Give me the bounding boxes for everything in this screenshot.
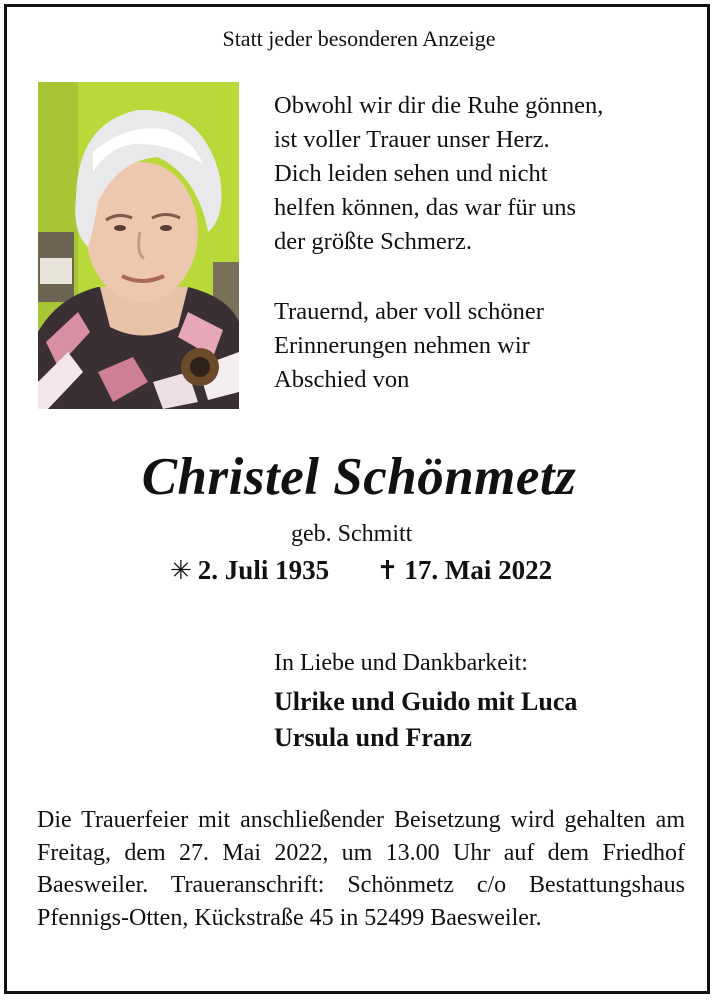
mourner-name: Ursula und Franz <box>274 723 472 752</box>
maiden-name: geb. Schmitt <box>291 521 413 547</box>
life-dates <box>170 555 552 586</box>
header-notice: Statt jeder besonderen Anzeige <box>222 26 496 51</box>
poem-line: ist voller Trauer unser Herz. <box>274 126 550 153</box>
deceased-name: Christel Schönmetz <box>141 448 577 506</box>
poem-line: der größte Schmerz. <box>274 228 472 255</box>
poem-line: Abschied von <box>274 366 410 393</box>
poem-line: Dich leiden sehen und nicht <box>274 160 548 187</box>
death-cross-icon: ✝ <box>376 556 399 585</box>
poem-line: helfen können, das war für uns <box>274 194 577 221</box>
mourner-name: Ulrike und Guido mit Luca <box>274 687 578 716</box>
stanza-spacer <box>274 259 694 295</box>
poem-line: Obwohl wir dir die Ruhe gönnen, <box>274 92 604 119</box>
mourners-names <box>274 684 577 756</box>
poem-line: Trauernd, aber voll schöner <box>274 298 544 325</box>
portrait-photo <box>38 82 239 409</box>
poem <box>274 89 694 397</box>
funeral-notice: Die Trauerfeier mit anschließender Beisetzung wird gehalten am Freitag, dem 27. Mai 2022, um 13.00 Uhr auf dem Friedhof Baesweiler. Traueranschrift: Schönmetz c/o Bestattungshaus Pfennigs-Otten, Kückstraße 45 in 52499 Baesweiler. <box>37 807 685 931</box>
mourners-intro: In Liebe und Dankbarkeit: <box>274 650 528 676</box>
birth-star-icon: ✳ <box>170 556 192 585</box>
death-date: 17. Mai 2022 <box>404 555 553 585</box>
poem-line: Erinnerungen nehmen wir <box>274 332 530 359</box>
birth-date: 2. Juli 1935 <box>197 555 330 585</box>
